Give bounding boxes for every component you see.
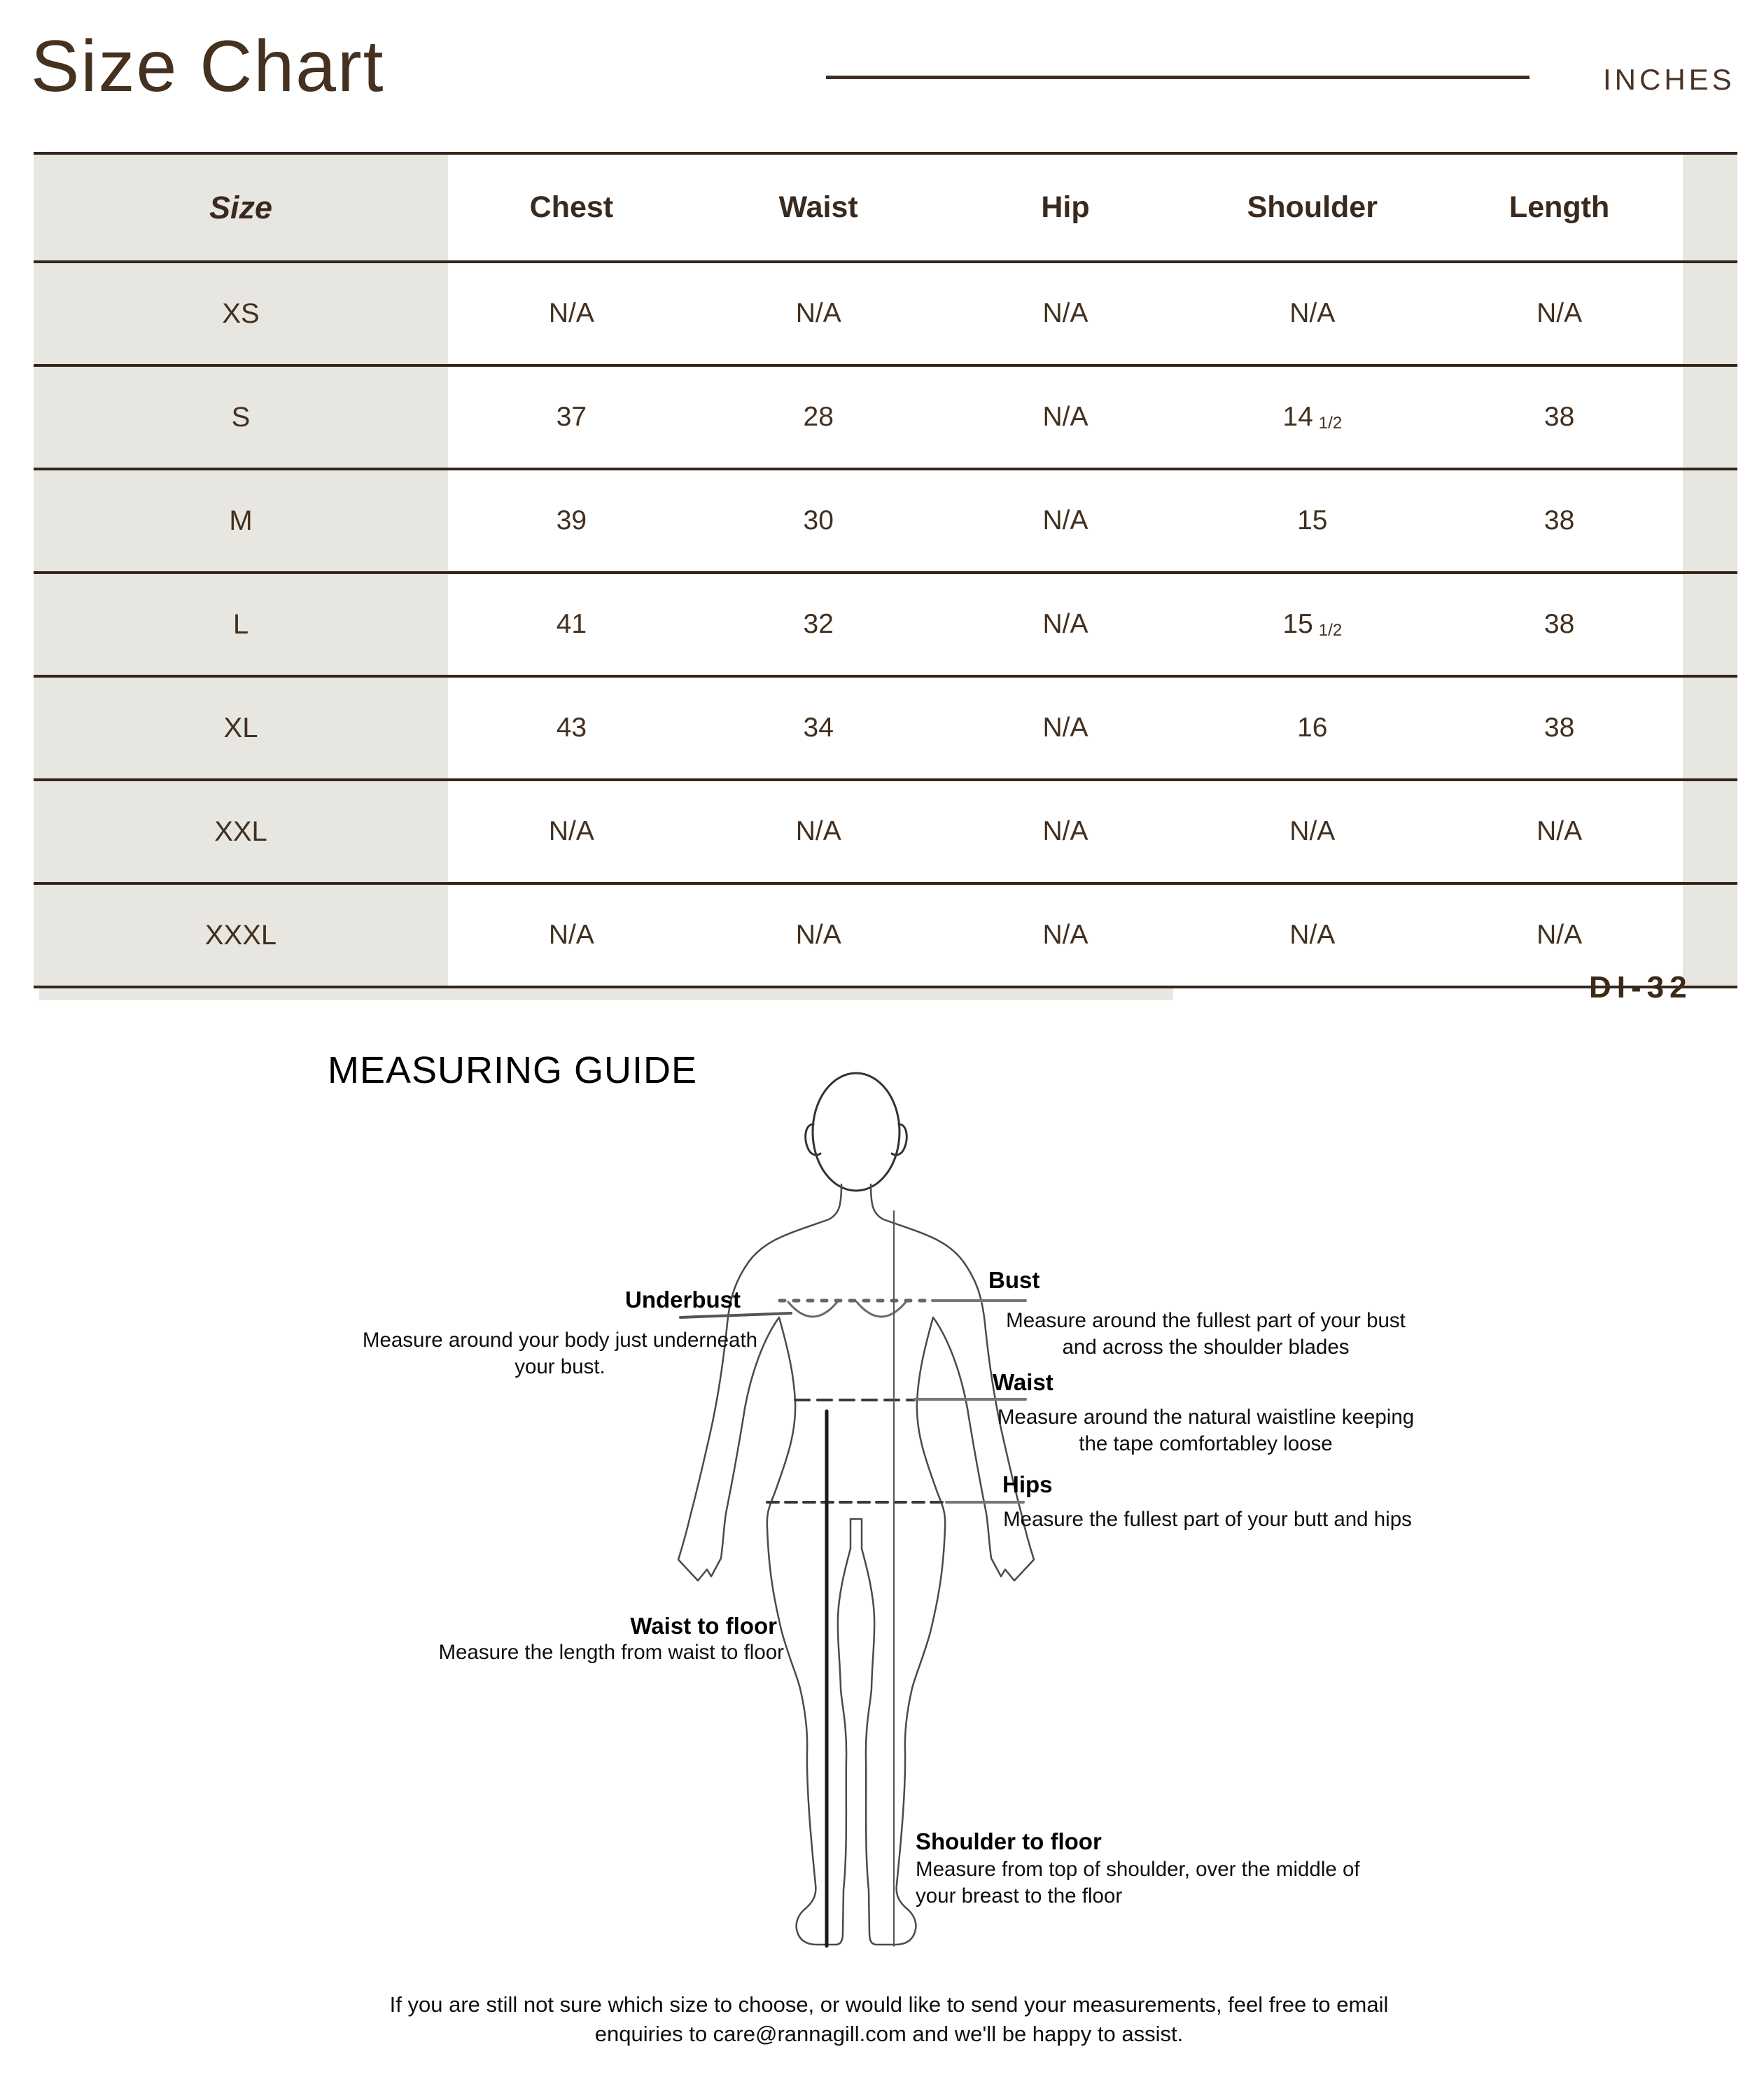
page-title: Size Chart — [31, 26, 385, 107]
waist-desc-line2: the tape comfortabley loose — [1079, 1432, 1333, 1455]
footer-note — [245, 1990, 1533, 2049]
column-header-shoulder: Shoulder — [1247, 190, 1378, 224]
waist-to-floor-desc-line1: Measure the length from waist to floor — [438, 1641, 784, 1664]
waist-value-cell: N/A — [795, 298, 841, 328]
fraction-suffix: 1/2 — [1318, 414, 1343, 433]
waist-value-cell: N/A — [795, 816, 841, 846]
head-outline — [813, 1073, 899, 1191]
table-row — [34, 263, 1737, 367]
size-label-cell: XL — [34, 678, 448, 778]
header-divider-line — [826, 76, 1530, 79]
chest-value-cell: N/A — [548, 920, 594, 950]
crotch-detail — [850, 1519, 862, 1548]
hip-value-cell: N/A — [1042, 298, 1088, 328]
shoulder-value: 15 — [1282, 609, 1313, 639]
shoulder-value-cell — [1189, 367, 1436, 468]
chest-value-cell: 37 — [556, 402, 587, 432]
size-label-cell: XS — [34, 263, 448, 364]
bust-desc-line2: and across the shoulder blades — [1062, 1336, 1350, 1359]
shoulder-to-floor-label: Shoulder to floor — [916, 1828, 1102, 1854]
table-row — [34, 367, 1737, 470]
table-row — [34, 574, 1737, 678]
table-right-strip — [1683, 574, 1737, 675]
shoulder-value-cell — [1189, 885, 1436, 986]
waist-description — [973, 1404, 1438, 1457]
table-row — [34, 781, 1737, 885]
shoulder-value-cell — [1189, 781, 1436, 882]
chest-value-cell: 41 — [556, 609, 587, 639]
underbust-desc-line1: Measure around your body just underneath — [362, 1329, 758, 1352]
table-row — [34, 470, 1737, 574]
shoulder-to-floor-desc-line1: Measure from top of shoulder, over the middle of — [916, 1858, 1360, 1881]
shoulder-to-floor-desc-line2: your breast to the floor — [916, 1884, 1123, 1907]
waist-value-cell: 30 — [803, 505, 834, 536]
length-value-cell: 38 — [1544, 713, 1575, 743]
hip-value-cell: N/A — [1042, 609, 1088, 639]
hips-label: Hips — [1002, 1471, 1053, 1497]
left-bust-arc — [788, 1302, 837, 1317]
shoulder-value: N/A — [1289, 920, 1336, 950]
underbust-description — [294, 1327, 826, 1380]
table-right-strip — [1683, 263, 1737, 364]
chest-value-cell: 43 — [556, 713, 587, 743]
size-table-body — [34, 263, 1737, 988]
right-bust-arc — [857, 1302, 906, 1317]
footer-line2: enquiries to care@rannagill.com and we'll be happy to assist. — [594, 2022, 1184, 2046]
table-row — [34, 885, 1737, 988]
bust-desc-line1: Measure around the fullest part of your bust — [1006, 1309, 1406, 1332]
length-value-cell: 38 — [1544, 402, 1575, 432]
shoulder-value: N/A — [1289, 298, 1336, 328]
column-header-waist: Waist — [778, 190, 858, 224]
length-value-cell: 38 — [1544, 609, 1575, 639]
waist-value-cell: 34 — [803, 713, 834, 743]
measuring-guide-title: MEASURING GUIDE — [328, 1049, 698, 1091]
waist-value-cell: N/A — [795, 920, 841, 950]
shoulder-value: N/A — [1289, 816, 1336, 846]
shoulder-value-cell — [1189, 678, 1436, 778]
table-right-strip — [1683, 155, 1737, 260]
underbust-pointer-line — [680, 1313, 791, 1317]
size-table — [34, 152, 1737, 988]
unit-label: INCHES — [1603, 63, 1735, 96]
shoulder-value: 16 — [1297, 713, 1328, 743]
hip-value-cell: N/A — [1042, 402, 1088, 432]
size-label-cell: XXL — [34, 781, 448, 882]
table-right-strip — [1683, 678, 1737, 778]
bottom-accent-bar — [39, 988, 1173, 1000]
shoulder-value: 15 — [1297, 505, 1328, 536]
size-label-cell: M — [34, 470, 448, 571]
hip-value-cell: N/A — [1042, 505, 1088, 536]
shoulder-to-floor-description — [916, 1856, 1420, 1910]
footer-line1: If you are still not sure which size to choose, or would like to send your measurements, feel free to email — [389, 1992, 1389, 2017]
waist-desc-line1: Measure around the natural waistline keeping — [997, 1406, 1415, 1429]
waist-value-cell: 32 — [803, 609, 834, 639]
column-header-chest: Chest — [529, 190, 614, 224]
size-label-cell: S — [34, 367, 448, 468]
length-value-cell: 38 — [1544, 505, 1575, 536]
column-header-size: Size — [34, 155, 448, 260]
shoulder-value: 14 — [1282, 402, 1313, 432]
length-value-cell: N/A — [1536, 298, 1583, 328]
shoulder-value-cell — [1189, 263, 1436, 364]
table-row — [34, 678, 1737, 781]
bust-description — [973, 1308, 1438, 1361]
hips-description — [966, 1506, 1449, 1533]
size-label-cell: XXXL — [34, 885, 448, 986]
left-ear — [806, 1124, 820, 1155]
chest-value-cell: N/A — [548, 298, 594, 328]
size-label-cell: L — [34, 574, 448, 675]
hip-value-cell: N/A — [1042, 713, 1088, 743]
style-code-badge: DI-32 — [1589, 970, 1693, 1004]
waist-label: Waist — [993, 1369, 1054, 1395]
column-header-length: Length — [1508, 190, 1610, 224]
table-header-row — [34, 155, 1737, 263]
table-right-strip — [1683, 367, 1737, 468]
column-header-hip: Hip — [1041, 190, 1090, 224]
waist-value-cell: 28 — [803, 402, 834, 432]
length-value-cell: N/A — [1536, 816, 1583, 846]
waist-to-floor-description — [322, 1639, 784, 1666]
bust-label: Bust — [988, 1267, 1040, 1293]
hip-value-cell: N/A — [1042, 920, 1088, 950]
fraction-suffix: 1/2 — [1318, 621, 1343, 640]
table-right-strip — [1683, 470, 1737, 571]
chest-value-cell: 39 — [556, 505, 587, 536]
hips-desc-line1: Measure the fullest part of your butt and hips — [1003, 1508, 1412, 1531]
underbust-label: Underbust — [625, 1287, 741, 1312]
shoulder-value-cell — [1189, 470, 1436, 571]
length-value-cell: N/A — [1536, 920, 1583, 950]
underbust-desc-line2: your bust. — [514, 1355, 606, 1378]
waist-to-floor-label: Waist to floor — [630, 1613, 777, 1639]
chest-value-cell: N/A — [548, 816, 594, 846]
table-right-strip — [1683, 781, 1737, 882]
hip-value-cell: N/A — [1042, 816, 1088, 846]
shoulder-value-cell — [1189, 574, 1436, 675]
right-ear — [892, 1124, 906, 1155]
